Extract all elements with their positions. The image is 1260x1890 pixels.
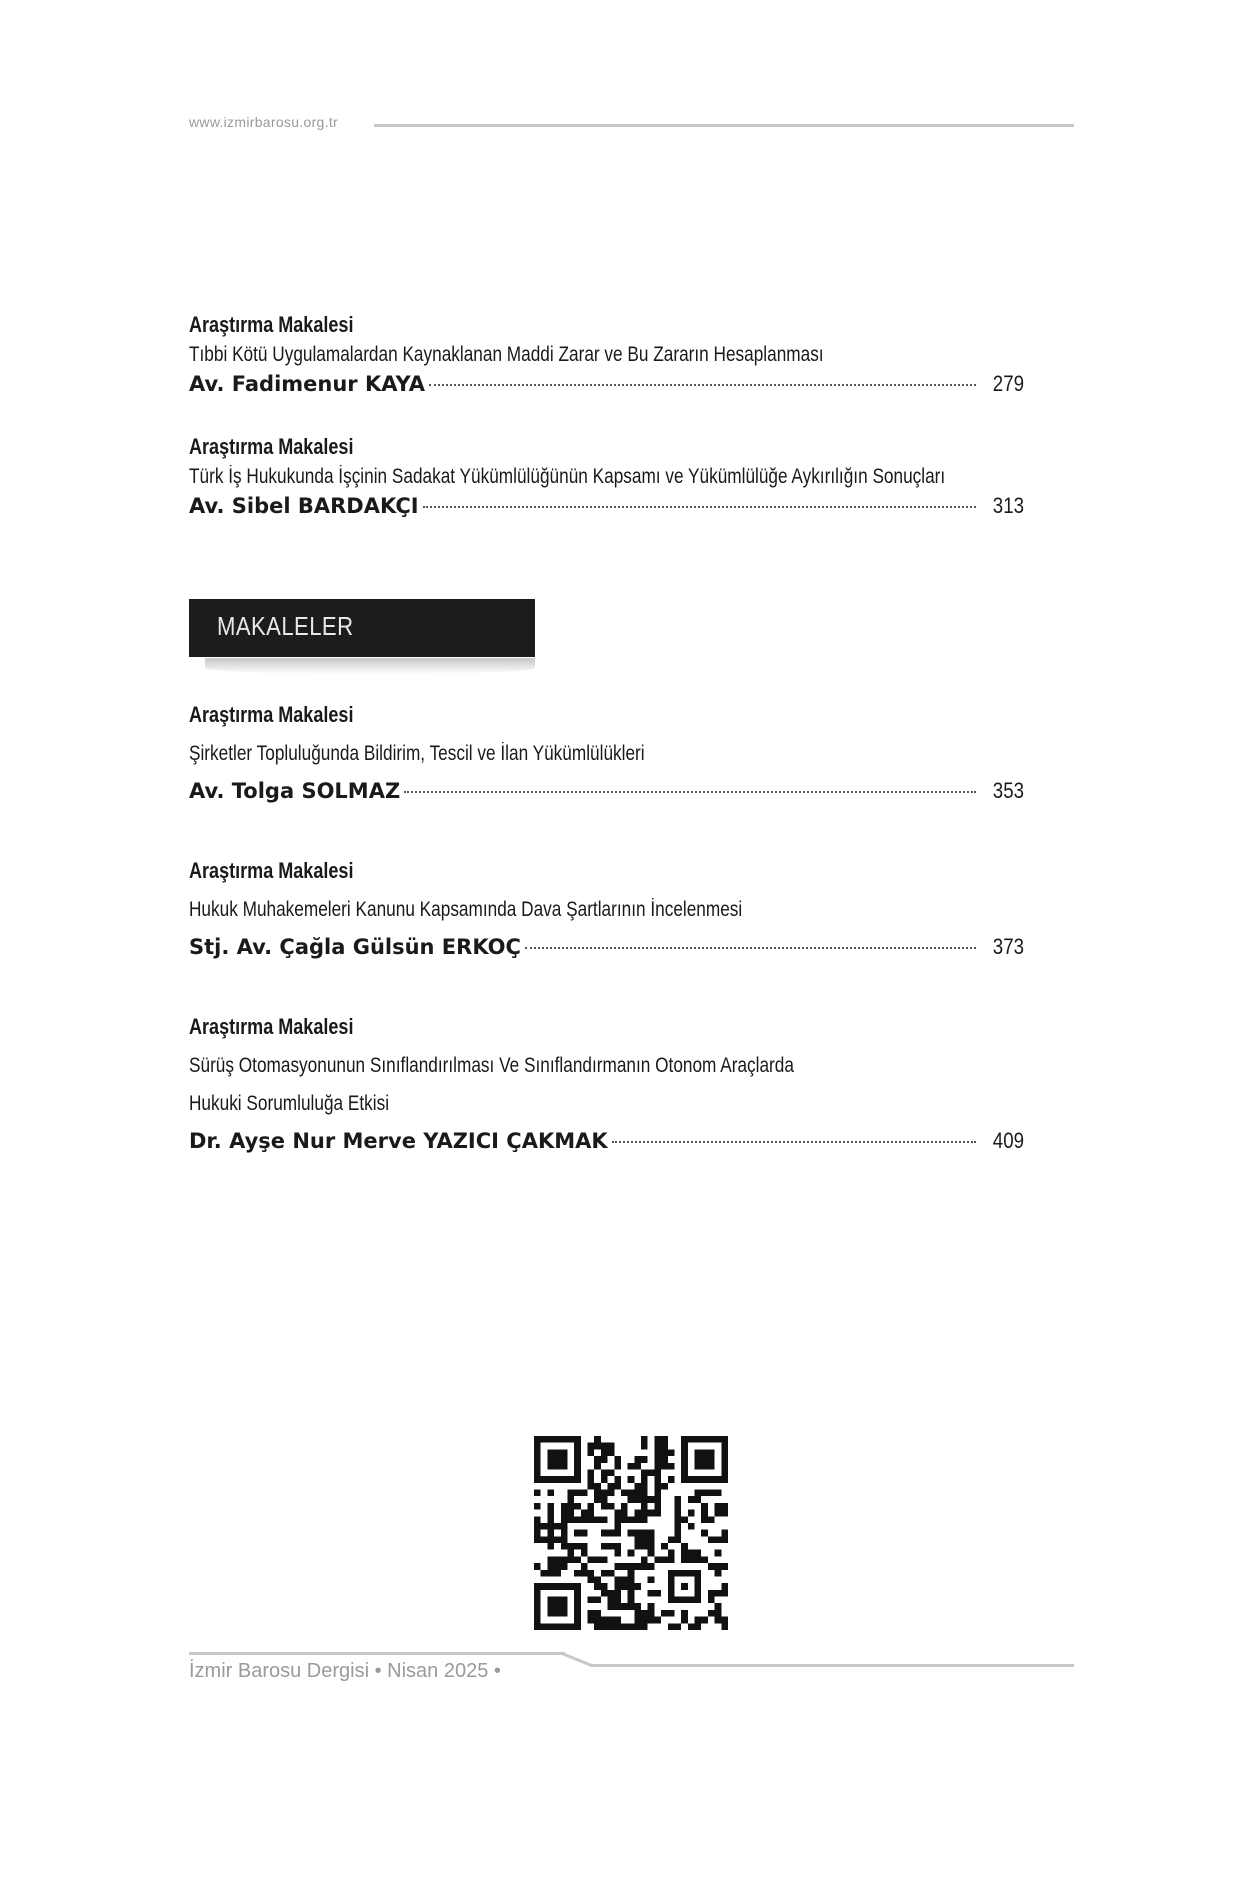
entry-author: Stj. Av. Çağla Gülsün ERKOÇ [189,935,521,959]
page-number: 409 [992,1128,1024,1153]
section-title: MAKALELER [217,611,354,641]
footer-rule-slant [561,1652,592,1667]
toc-entry[interactable] [189,434,1029,519]
entry-author-row [189,1128,1024,1154]
page-number: 373 [992,934,1024,959]
leader-dots [525,947,976,949]
entry-author: Av. Tolga SOLMAZ [189,779,401,803]
toc-entry[interactable] [189,858,1029,960]
section-heading [189,599,535,657]
entry-type: Araştırma Makalesi [189,434,354,459]
entry-title-continued: Hukuki Sorumluluğa Etkisi [189,1092,390,1115]
footer-journal-info: İzmir Barosu Dergisi • Nisan 2025 • [189,1660,501,1682]
entry-title: Türk İş Hukukunda İşçinin Sadakat Yükümlülüğünün Kapsamı ve Yükümlülüğe Aykırılığın Sonuçları [189,465,946,488]
page-number: 279 [992,371,1024,396]
entry-author: Av. Fadimenur KAYA [189,372,425,396]
footer-rule [189,1652,565,1655]
leader-dots [429,384,976,386]
entry-type: Araştırma Makalesi [189,1014,354,1039]
leader-dots [404,791,976,793]
entry-author-row [189,371,1024,397]
entry-author: Av. Sibel BARDAKÇI [189,494,419,518]
page-number: 313 [992,493,1024,518]
section-shadow [205,658,535,674]
entry-author-row [189,778,1024,804]
entry-type: Araştırma Makalesi [189,702,354,727]
toc-entry[interactable] [189,1014,1029,1154]
entry-author-row [189,493,1024,519]
entry-author-row [189,934,1024,960]
leader-dots [423,506,976,508]
entry-title: Şirketler Topluluğunda Bildirim, Tescil ve İlan Yükümlülükleri [189,742,645,765]
footer-rule-right [590,1664,1074,1667]
toc-entry[interactable] [189,702,1029,804]
header-rule [374,124,1074,127]
entry-author: Dr. Ayşe Nur Merve YAZICI ÇAKMAK [189,1129,608,1153]
entry-title: Hukuk Muhakemeleri Kanunu Kapsamında Dava Şartlarının İncelenmesi [189,898,743,921]
qr-code-icon[interactable] [534,1436,728,1630]
header-url[interactable]: www.izmirbarosu.org.tr [189,114,338,130]
entry-title: Sürüş Otomasyonunun Sınıflandırılması Ve Sınıflandırmanın Otonom Araçlarda [189,1054,794,1077]
entry-type: Araştırma Makalesi [189,858,354,883]
page-number: 353 [992,778,1024,803]
leader-dots [612,1141,976,1143]
entry-title: Tıbbi Kötü Uygulamalardan Kaynaklanan Maddi Zarar ve Bu Zararın Hesaplanması [189,343,824,366]
entry-type: Araştırma Makalesi [189,312,354,337]
toc-entry[interactable] [189,312,1029,397]
